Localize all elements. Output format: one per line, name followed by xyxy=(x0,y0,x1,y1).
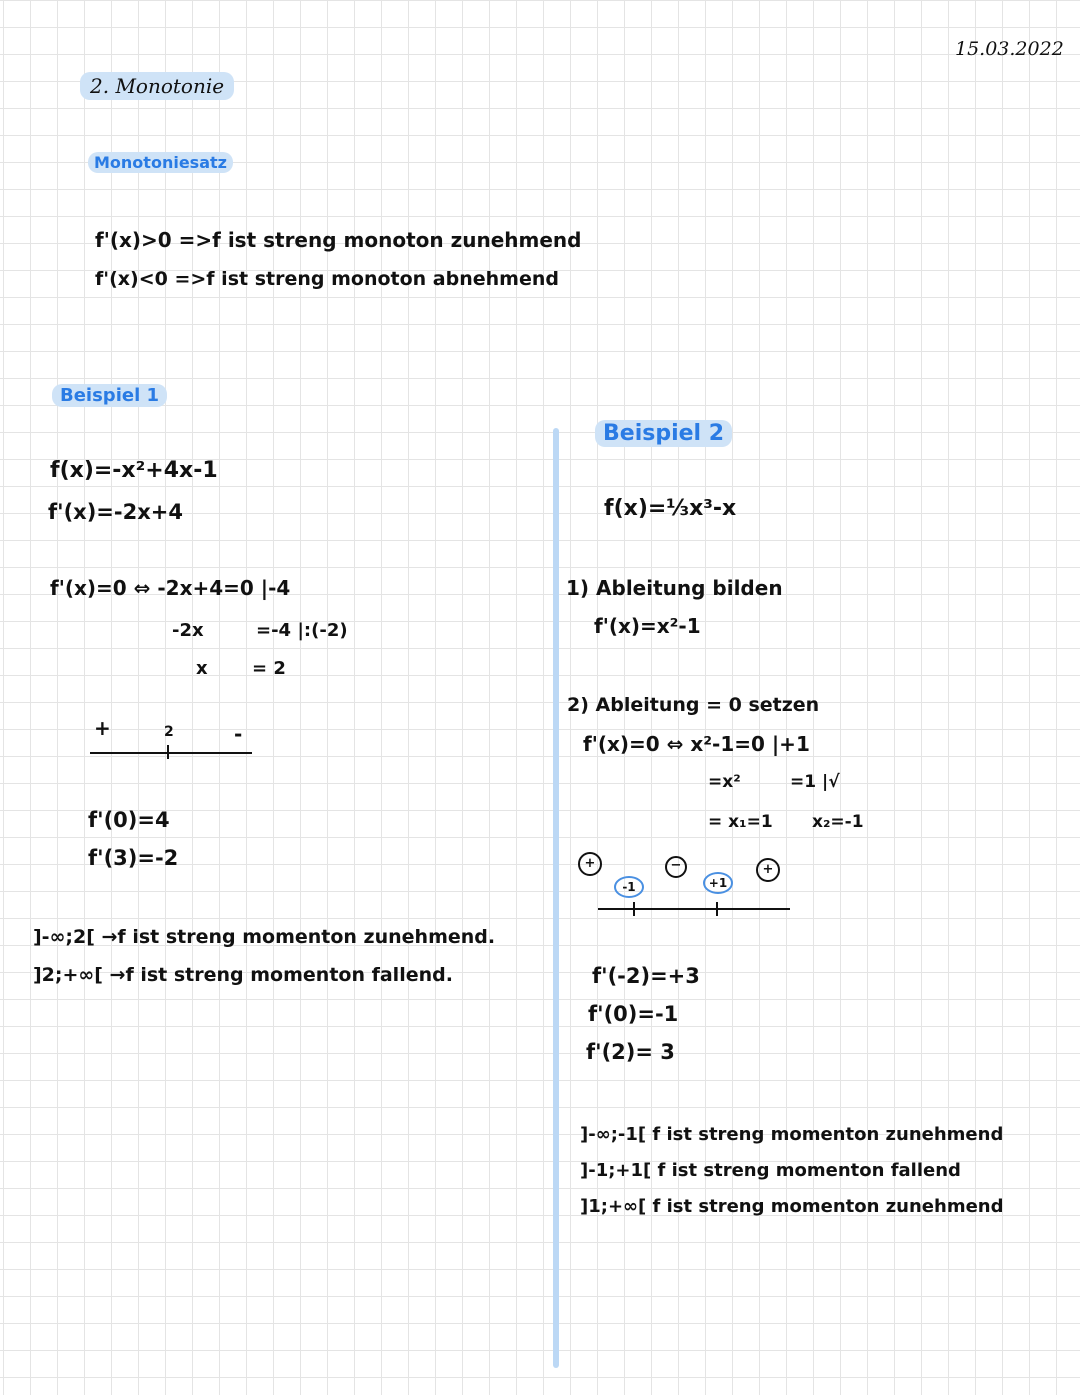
theorem-label: Monotoniesatz xyxy=(88,152,233,173)
example2-step2-line3-right: x₂=-1 xyxy=(812,812,864,832)
example1-number-line xyxy=(90,752,252,754)
example1-tick xyxy=(167,745,169,759)
example1-sign-minus: - xyxy=(234,722,243,746)
example1-derivative: f'(x)=-2x+4 xyxy=(48,500,183,524)
example2-step2-label: 2) Ableitung = 0 setzen xyxy=(567,694,820,716)
example1-solve-line3-right: = 2 xyxy=(252,658,286,679)
date: 15.03.2022 xyxy=(955,38,1064,60)
example2-step2-line2-left: =x² xyxy=(708,772,741,792)
example2-check-3: f'(2)= 3 xyxy=(586,1040,675,1064)
example2-step2-line2-right: =1 |√ xyxy=(790,772,840,792)
example2-result-2: ]-1;+1[ f ist streng momenton fallend xyxy=(580,1160,961,1181)
example1-solve-line2-right: =-4 |:(-2) xyxy=(256,620,348,641)
example2-step2-equation: f'(x)=0 ⇔ x²-1=0 |+1 xyxy=(583,732,810,756)
example2-sign-point-right: +1 xyxy=(703,872,733,894)
example1-result-2: ]2;+∞[ →f ist streng momenton fallend. xyxy=(33,964,453,986)
example1-check-1: f'(0)=4 xyxy=(88,808,170,832)
example2-result-1: ]-∞;-1[ f ist streng momenton zunehmend xyxy=(580,1124,1004,1145)
example1-sign-point: 2 xyxy=(164,724,174,740)
example2-step1-label xyxy=(566,576,783,600)
example2-label: Beispiel 2 xyxy=(595,420,732,447)
section-title: 2. Monotonie xyxy=(80,72,234,100)
example1-solve-line3-left: x xyxy=(196,658,208,679)
example2-tick-right xyxy=(716,902,718,916)
example1-check-2: f'(3)=-2 xyxy=(88,846,179,870)
example2-sign-point-left: -1 xyxy=(614,876,644,898)
example2-sign-minus: − xyxy=(665,856,687,878)
example1-function: f(x)=-x²+4x-1 xyxy=(50,458,218,483)
column-divider xyxy=(553,428,559,1368)
example2-result-3: ]1;+∞[ f ist streng momenton zunehmend xyxy=(580,1196,1004,1217)
example2-function: f(x)=⅓x³-x xyxy=(604,496,737,521)
example2-number-line xyxy=(598,908,790,910)
example2-sign-plus-right: + xyxy=(756,858,780,882)
example1-solve-line2-left: -2x xyxy=(172,620,204,641)
example2-tick-left xyxy=(633,902,635,916)
example2-step2-line3-left: = x₁=1 xyxy=(708,812,773,832)
example2-check-1: f'(-2)=+3 xyxy=(592,964,700,988)
example2-check-2: f'(0)=-1 xyxy=(588,1002,679,1026)
example2-sign-plus-left: + xyxy=(578,852,602,876)
example1-label: Beispiel 1 xyxy=(52,384,167,407)
theorem-line-2: f'(x)<0 =>f ist streng monoton abnehmend xyxy=(95,268,559,290)
example1-solve-line1: f'(x)=0 ⇔ -2x+4=0 |-4 xyxy=(50,576,291,600)
example2-step1-text: 1) Ableitung bilden xyxy=(566,576,783,600)
theorem-line-1: f'(x)>0 =>f ist streng monoton zunehmend xyxy=(95,228,582,252)
example1-result-1: ]-∞;2[ →f ist streng momenton zunehmend. xyxy=(33,926,496,948)
example1-sign-plus: + xyxy=(94,716,111,740)
example2-step1-derivative: f'(x)=x²-1 xyxy=(594,614,701,638)
